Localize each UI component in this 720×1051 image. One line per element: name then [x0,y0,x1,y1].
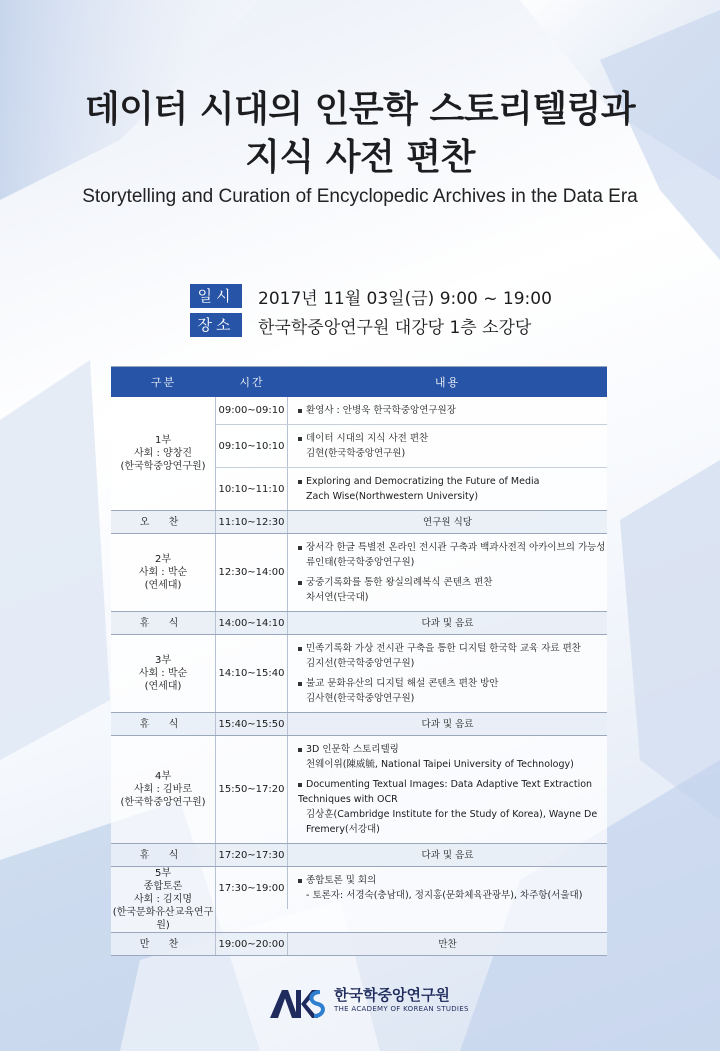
program-speaker: 김현(한국학중앙연구원) [306,448,406,459]
section-cell [111,867,216,932]
program-item [298,575,607,605]
section-line: 2부 [154,554,172,565]
page-title [0,86,720,182]
break-row [111,713,607,736]
content-cell [288,397,607,424]
content-cell: 연구원 식당 [423,516,472,528]
session-subrows [216,612,607,634]
table-row [216,612,607,634]
table-row [216,468,607,510]
section-cell [111,713,216,735]
program-title: 장서각 한글 특별전 온라인 전시관 구축과 백과사전적 아카이브의 가능성 [306,542,606,553]
program-speaker: 김상훈(Cambridge Institute for the Study of Korea), Wayne De Fremery(서강대) [306,809,598,835]
session-subrows [216,736,607,843]
logo-name-en: THE ACADEMY OF KOREAN STUDIES [334,1005,469,1013]
program-speaker: 김사현(한국학중앙연구원) [306,693,415,704]
table-row [216,511,607,533]
time-cell: 14:10~15:40 [216,635,288,712]
bullet-icon [298,546,302,550]
logo-name-ko: 한국학중앙연구원 [334,986,450,1004]
session-row [111,397,607,511]
section-line: 종합토론 [143,881,183,892]
section-cell [111,612,216,634]
bullet-icon [298,682,302,686]
program-item [298,540,607,570]
section-cell [111,511,216,533]
title-line-2: 지식 사전 편찬 [245,137,475,178]
section-line: 사회 : 양창진 [133,448,193,459]
program-speaker: 류인태(한국학중앙연구원) [306,557,415,568]
section-line: 3부 [154,655,172,666]
session-row [111,635,607,713]
table-row [216,635,607,712]
bullet-icon [298,879,302,883]
break-row [111,511,607,534]
time-cell: 17:20~17:30 [216,844,288,866]
section-line: 사회 : 박순 [138,567,188,578]
content-cell [288,468,607,510]
session-subrows [216,867,607,932]
time-cell: 11:10~12:30 [216,511,288,533]
program-speaker: Zach Wise(Northwestern University) [306,491,479,502]
program-item [298,641,607,671]
program-item [298,474,607,504]
section-line: 오 찬 [139,516,187,528]
table-row [216,736,607,843]
section-cell [111,635,216,712]
program-item [298,742,607,772]
place-value: 한국학중앙연구원 대강당 1층 소강당 [258,317,532,338]
program-title: 3D 인문학 스토리텔링 [306,744,399,755]
section-line: 휴 식 [139,718,187,730]
section-line: 휴 식 [139,849,187,861]
place-label: 장소 [190,313,242,337]
table-header [111,367,607,397]
time-cell: 09:00~09:10 [216,397,288,424]
program-item [298,676,607,706]
program-title: 데이터 시대의 지식 사전 편찬 [306,433,429,444]
program-title: 종합토론 및 회의 [306,875,377,886]
section-line: 1부 [154,435,172,446]
section-line: (한국학중앙연구원) [120,461,206,472]
program-title: 불교 문화유산의 디지털 해설 콘텐츠 편찬 방안 [306,678,499,689]
section-line: 사회 : 김지명 [133,894,193,905]
session-subrows [216,534,607,611]
bullet-icon [298,409,302,413]
session-row [111,867,607,933]
table-row [216,933,607,955]
content-cell: 다과 및 음료 [421,617,474,629]
section-line: (연세대) [144,681,182,692]
table-body [111,397,607,956]
program-item [298,873,607,903]
content-cell [288,534,607,611]
program-title: Exploring and Democratizing the Future of Media [306,476,540,487]
table-row [216,397,607,425]
time-cell: 15:40~15:50 [216,713,288,735]
content-cell: 다과 및 음료 [421,849,474,861]
time-cell: 12:30~14:00 [216,534,288,611]
section-line: 사회 : 김바로 [133,784,193,795]
time-cell: 14:00~14:10 [216,612,288,634]
bullet-icon [298,783,302,787]
date-label: 일시 [190,284,242,308]
section-line: 4부 [154,771,172,782]
bullet-icon [298,480,302,484]
date-row [190,283,552,309]
title-line-1: 데이터 시대의 인문학 스토리텔링과 [84,89,636,130]
program-speaker: 김지선(한국학중앙연구원) [306,658,415,669]
program-speaker: 차서연(단국대) [306,592,369,603]
session-subrows [216,713,607,735]
bullet-icon [298,437,302,441]
program-title: 환영사 : 안병욱 한국학중앙연구원장 [306,405,456,416]
bullet-icon [298,748,302,752]
table-row [216,534,607,611]
section-line: 만 찬 [139,938,187,950]
time-cell: 19:00~20:00 [216,933,288,955]
time-cell: 17:30~19:00 [216,867,288,909]
content-cell: 만찬 [438,938,457,950]
schedule-table [111,366,607,956]
break-row [111,933,607,956]
aks-logo-mark-icon [268,982,328,1022]
content-cell [288,425,607,467]
session-subrows [216,933,607,955]
bullet-icon [298,581,302,585]
program-title: Documenting Textual Images: Data Adaptive Text Extraction Techniques with OCR [298,779,593,805]
table-row [216,425,607,468]
section-line: 사회 : 박순 [138,668,188,679]
table-row [216,867,607,909]
time-cell: 10:10~11:10 [216,468,288,510]
program-speaker: 천웨이위(陳威毓, National Taipei University of Technology) [306,759,574,770]
section-cell [111,844,216,866]
content-cell: 다과 및 음료 [421,718,474,730]
bullet-icon [298,647,302,651]
break-row [111,844,607,867]
section-line: 휴 식 [139,617,187,629]
program-item [298,403,607,418]
date-value: 2017년 11월 03일(금) 9:00 ~ 19:00 [258,288,552,309]
section-line: (한국문화유산교육연구원) [112,907,214,931]
content-cell [288,635,607,712]
section-cell [111,534,216,611]
aks-logo [268,982,469,1022]
section-cell [111,397,216,510]
program-title: 민족기록화 가상 전시관 구축을 통한 디지털 한국학 교육 자료 편찬 [306,643,581,654]
session-row [111,534,607,612]
program-title: 궁중기록화를 통한 왕실의례복식 콘텐츠 편찬 [306,577,493,588]
header-time: 시간 [239,376,265,389]
program-speaker: - 토론자: 서경숙(충남대), 정지홍(문화체육관광부), 차주항(서울대) [306,890,583,901]
session-subrows [216,511,607,533]
time-cell: 09:10~10:10 [216,425,288,467]
table-row [216,713,607,735]
table-row [216,844,607,866]
break-row [111,612,607,635]
header-content: 내용 [434,376,461,389]
program-item [298,777,607,837]
header-section: 구분 [150,376,177,389]
english-title: Storytelling and Curation of Encyclopedic Archives in the Data Era [82,186,638,207]
section-line: 5부 [154,868,172,879]
content-cell [288,867,607,909]
section-cell [111,933,216,955]
program-item [298,431,607,461]
place-row [190,312,531,338]
session-subrows [216,844,607,866]
session-subrows [216,635,607,712]
section-line: (연세대) [144,580,182,591]
content-cell [288,736,607,843]
section-line: (한국학중앙연구원) [120,797,206,808]
section-cell [111,736,216,843]
session-subrows [216,397,607,510]
time-cell: 15:50~17:20 [216,736,288,843]
session-row [111,736,607,844]
